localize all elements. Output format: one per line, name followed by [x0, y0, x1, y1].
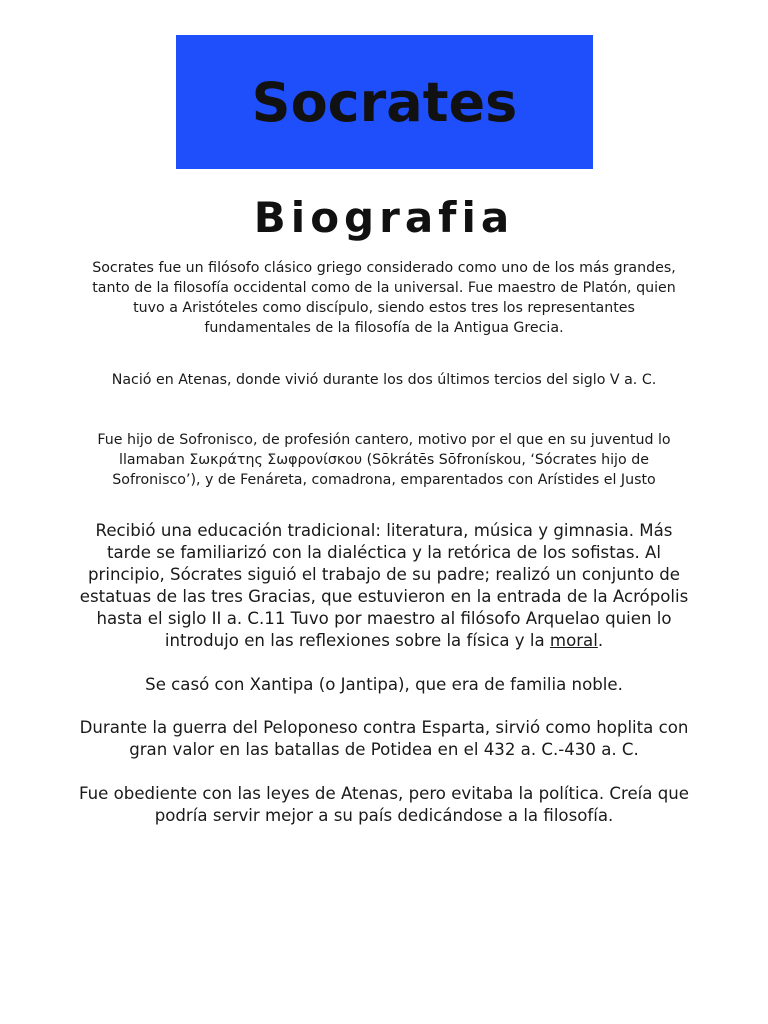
paragraph-marriage: Se casó con Xantipa (o Jantipa), que era de familia noble. — [145, 675, 623, 694]
section-heading: Biografia — [253, 193, 515, 242]
paragraph-education — [78, 520, 690, 652]
education-text: Recibió una educación tradicional: literatura, música y gimnasia. Más tarde se familiarizó con la dialéctica y la retórica de los sofistas. Al principio, Sócrates siguió el trabajo de su padre; realizó un conjunto de estatuas de las tres Gracias, que estuvieron en la entrada de la Acrópolis hasta el siglo II a. C.11 Tuvo por maestro al filósofo Arquelao quien lo introdujo en las reflexiones sobre la física y la — [79, 521, 689, 650]
paragraph-family: Fue hijo de Sofronisco, de profesión cantero, motivo por el que en su juventud lo llamaban Σωκράτης Σωφρονίσκου (Sōkrátēs Sōfronískou, ‘Sócrates hijo de Sofronisco’), y de Fenáreta, comadrona, emparentados con Arístides el Justo — [97, 432, 671, 488]
education-end: . — [597, 631, 604, 650]
paragraph-politics: Fue obediente con las leyes de Atenas, pero evitaba la política. Creía que podría servir mejor a su país dedicándose a la filosofía. — [79, 784, 689, 825]
paragraph-war: Durante la guerra del Peloponeso contra Esparta, sirvió como hoplita con gran valor en las batallas de Potidea en el 432 a. C.-430 a. C. — [79, 718, 689, 759]
moral-link[interactable]: moral — [549, 631, 598, 650]
paragraph-intro: Socrates fue un filósofo clásico griego considerado como uno de los más grandes, tanto de la filosofía occidental como de la universal. Fue maestro de Platón, quien tuvo a Aristóteles como discípulo, siendo estos tres los representantes fundamentales de la filosofía de la Antigua Grecia. — [92, 260, 676, 336]
title-banner — [176, 35, 593, 169]
page-title: Socrates — [251, 70, 518, 134]
paragraph-birth: Nació en Atenas, donde vivió durante los dos últimos tercios del siglo V a. C. — [111, 372, 657, 388]
